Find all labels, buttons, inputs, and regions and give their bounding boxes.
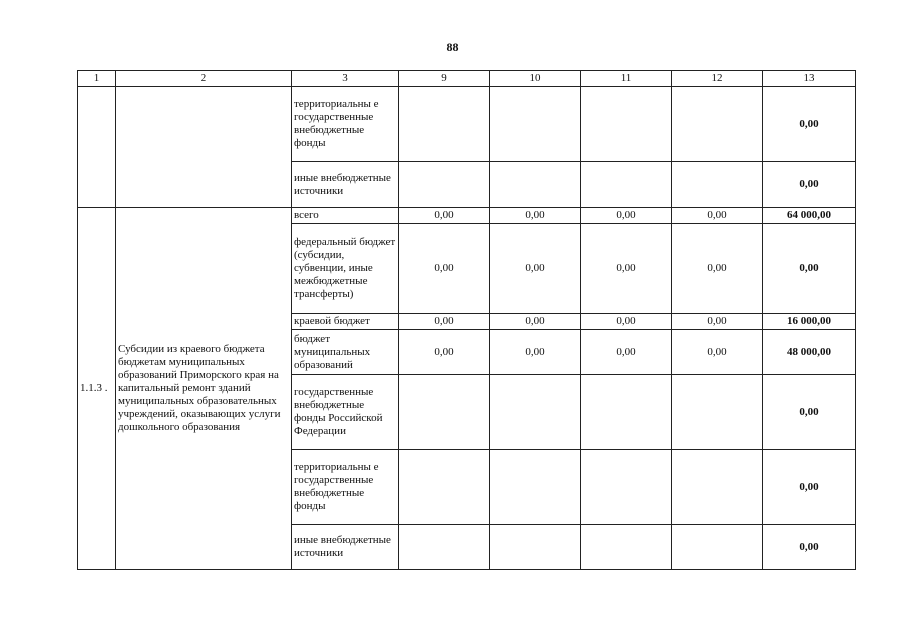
source-cell: территориальны е государственные внебюджетные фонды bbox=[292, 87, 399, 162]
value-cell bbox=[672, 450, 763, 525]
page-number: 88 bbox=[446, 40, 459, 54]
source-cell: всего bbox=[292, 208, 399, 224]
value-cell bbox=[581, 450, 672, 525]
value-cell bbox=[399, 162, 490, 208]
header-col-2: 2 bbox=[116, 71, 292, 87]
value-cell bbox=[490, 525, 581, 570]
value-cell bbox=[672, 525, 763, 570]
value-cell: 0,00 bbox=[399, 314, 490, 330]
value-cell: 0,00 bbox=[581, 330, 672, 375]
value-cell bbox=[581, 87, 672, 162]
value-cell bbox=[399, 525, 490, 570]
value-cell bbox=[399, 450, 490, 525]
table-row bbox=[78, 87, 856, 162]
value-cell: 0,00 bbox=[581, 224, 672, 314]
value-cell: 0,00 bbox=[399, 208, 490, 224]
total-cell: 0,00 bbox=[763, 87, 856, 162]
item-description-cell bbox=[116, 87, 292, 208]
value-cell: 0,00 bbox=[490, 224, 581, 314]
header-col-13: 13 bbox=[763, 71, 856, 87]
total-cell: 0,00 bbox=[763, 224, 856, 314]
header-row bbox=[78, 71, 856, 87]
value-cell bbox=[490, 87, 581, 162]
value-cell: 0,00 bbox=[490, 330, 581, 375]
value-cell: 0,00 bbox=[490, 208, 581, 224]
total-cell: 0,00 bbox=[763, 162, 856, 208]
source-cell: иные внебюджетные источники bbox=[292, 162, 399, 208]
source-cell: территориальны е государственные внебюджетные фонды bbox=[292, 450, 399, 525]
source-cell: государственные внебюджетные фонды Российской Федерации bbox=[292, 375, 399, 450]
value-cell bbox=[581, 162, 672, 208]
value-cell bbox=[672, 87, 763, 162]
table-row bbox=[78, 208, 856, 224]
header-col-3: 3 bbox=[292, 71, 399, 87]
source-cell: краевой бюджет bbox=[292, 314, 399, 330]
value-cell bbox=[581, 525, 672, 570]
item-number-cell bbox=[78, 87, 116, 208]
value-cell bbox=[399, 375, 490, 450]
total-cell: 48 000,00 bbox=[763, 330, 856, 375]
value-cell: 0,00 bbox=[672, 314, 763, 330]
total-cell: 16 000,00 bbox=[763, 314, 856, 330]
header-col-10: 10 bbox=[490, 71, 581, 87]
total-cell: 0,00 bbox=[763, 525, 856, 570]
value-cell: 0,00 bbox=[672, 224, 763, 314]
value-cell bbox=[672, 162, 763, 208]
total-cell: 0,00 bbox=[763, 450, 856, 525]
source-cell: иные внебюджетные источники bbox=[292, 525, 399, 570]
value-cell: 0,00 bbox=[672, 208, 763, 224]
value-cell: 0,00 bbox=[581, 208, 672, 224]
value-cell: 0,00 bbox=[581, 314, 672, 330]
total-cell: 0,00 bbox=[763, 375, 856, 450]
budget-table bbox=[77, 70, 856, 570]
value-cell bbox=[581, 375, 672, 450]
header-col-12: 12 bbox=[672, 71, 763, 87]
value-cell: 0,00 bbox=[672, 330, 763, 375]
source-cell: бюджет муниципальных образований bbox=[292, 330, 399, 375]
item-number: 1.1.3 . bbox=[78, 208, 116, 570]
header-col-9: 9 bbox=[399, 71, 490, 87]
value-cell: 0,00 bbox=[490, 314, 581, 330]
value-cell bbox=[399, 87, 490, 162]
total-cell: 64 000,00 bbox=[763, 208, 856, 224]
header-col-11: 11 bbox=[581, 71, 672, 87]
source-cell: федеральный бюджет (субсидии, субвенции, иные межбюджетные трансферты) bbox=[292, 224, 399, 314]
value-cell bbox=[490, 375, 581, 450]
value-cell bbox=[490, 450, 581, 525]
item-description: Субсидии из краевого бюджета бюджетам муниципальных образований Приморского края на капитальный ремонт зданий муниципальных образовательных учреждений, оказывающих услуги дошкольного образования bbox=[116, 208, 292, 570]
value-cell bbox=[490, 162, 581, 208]
header-col-1: 1 bbox=[78, 71, 116, 87]
value-cell: 0,00 bbox=[399, 330, 490, 375]
value-cell: 0,00 bbox=[399, 224, 490, 314]
value-cell bbox=[672, 375, 763, 450]
